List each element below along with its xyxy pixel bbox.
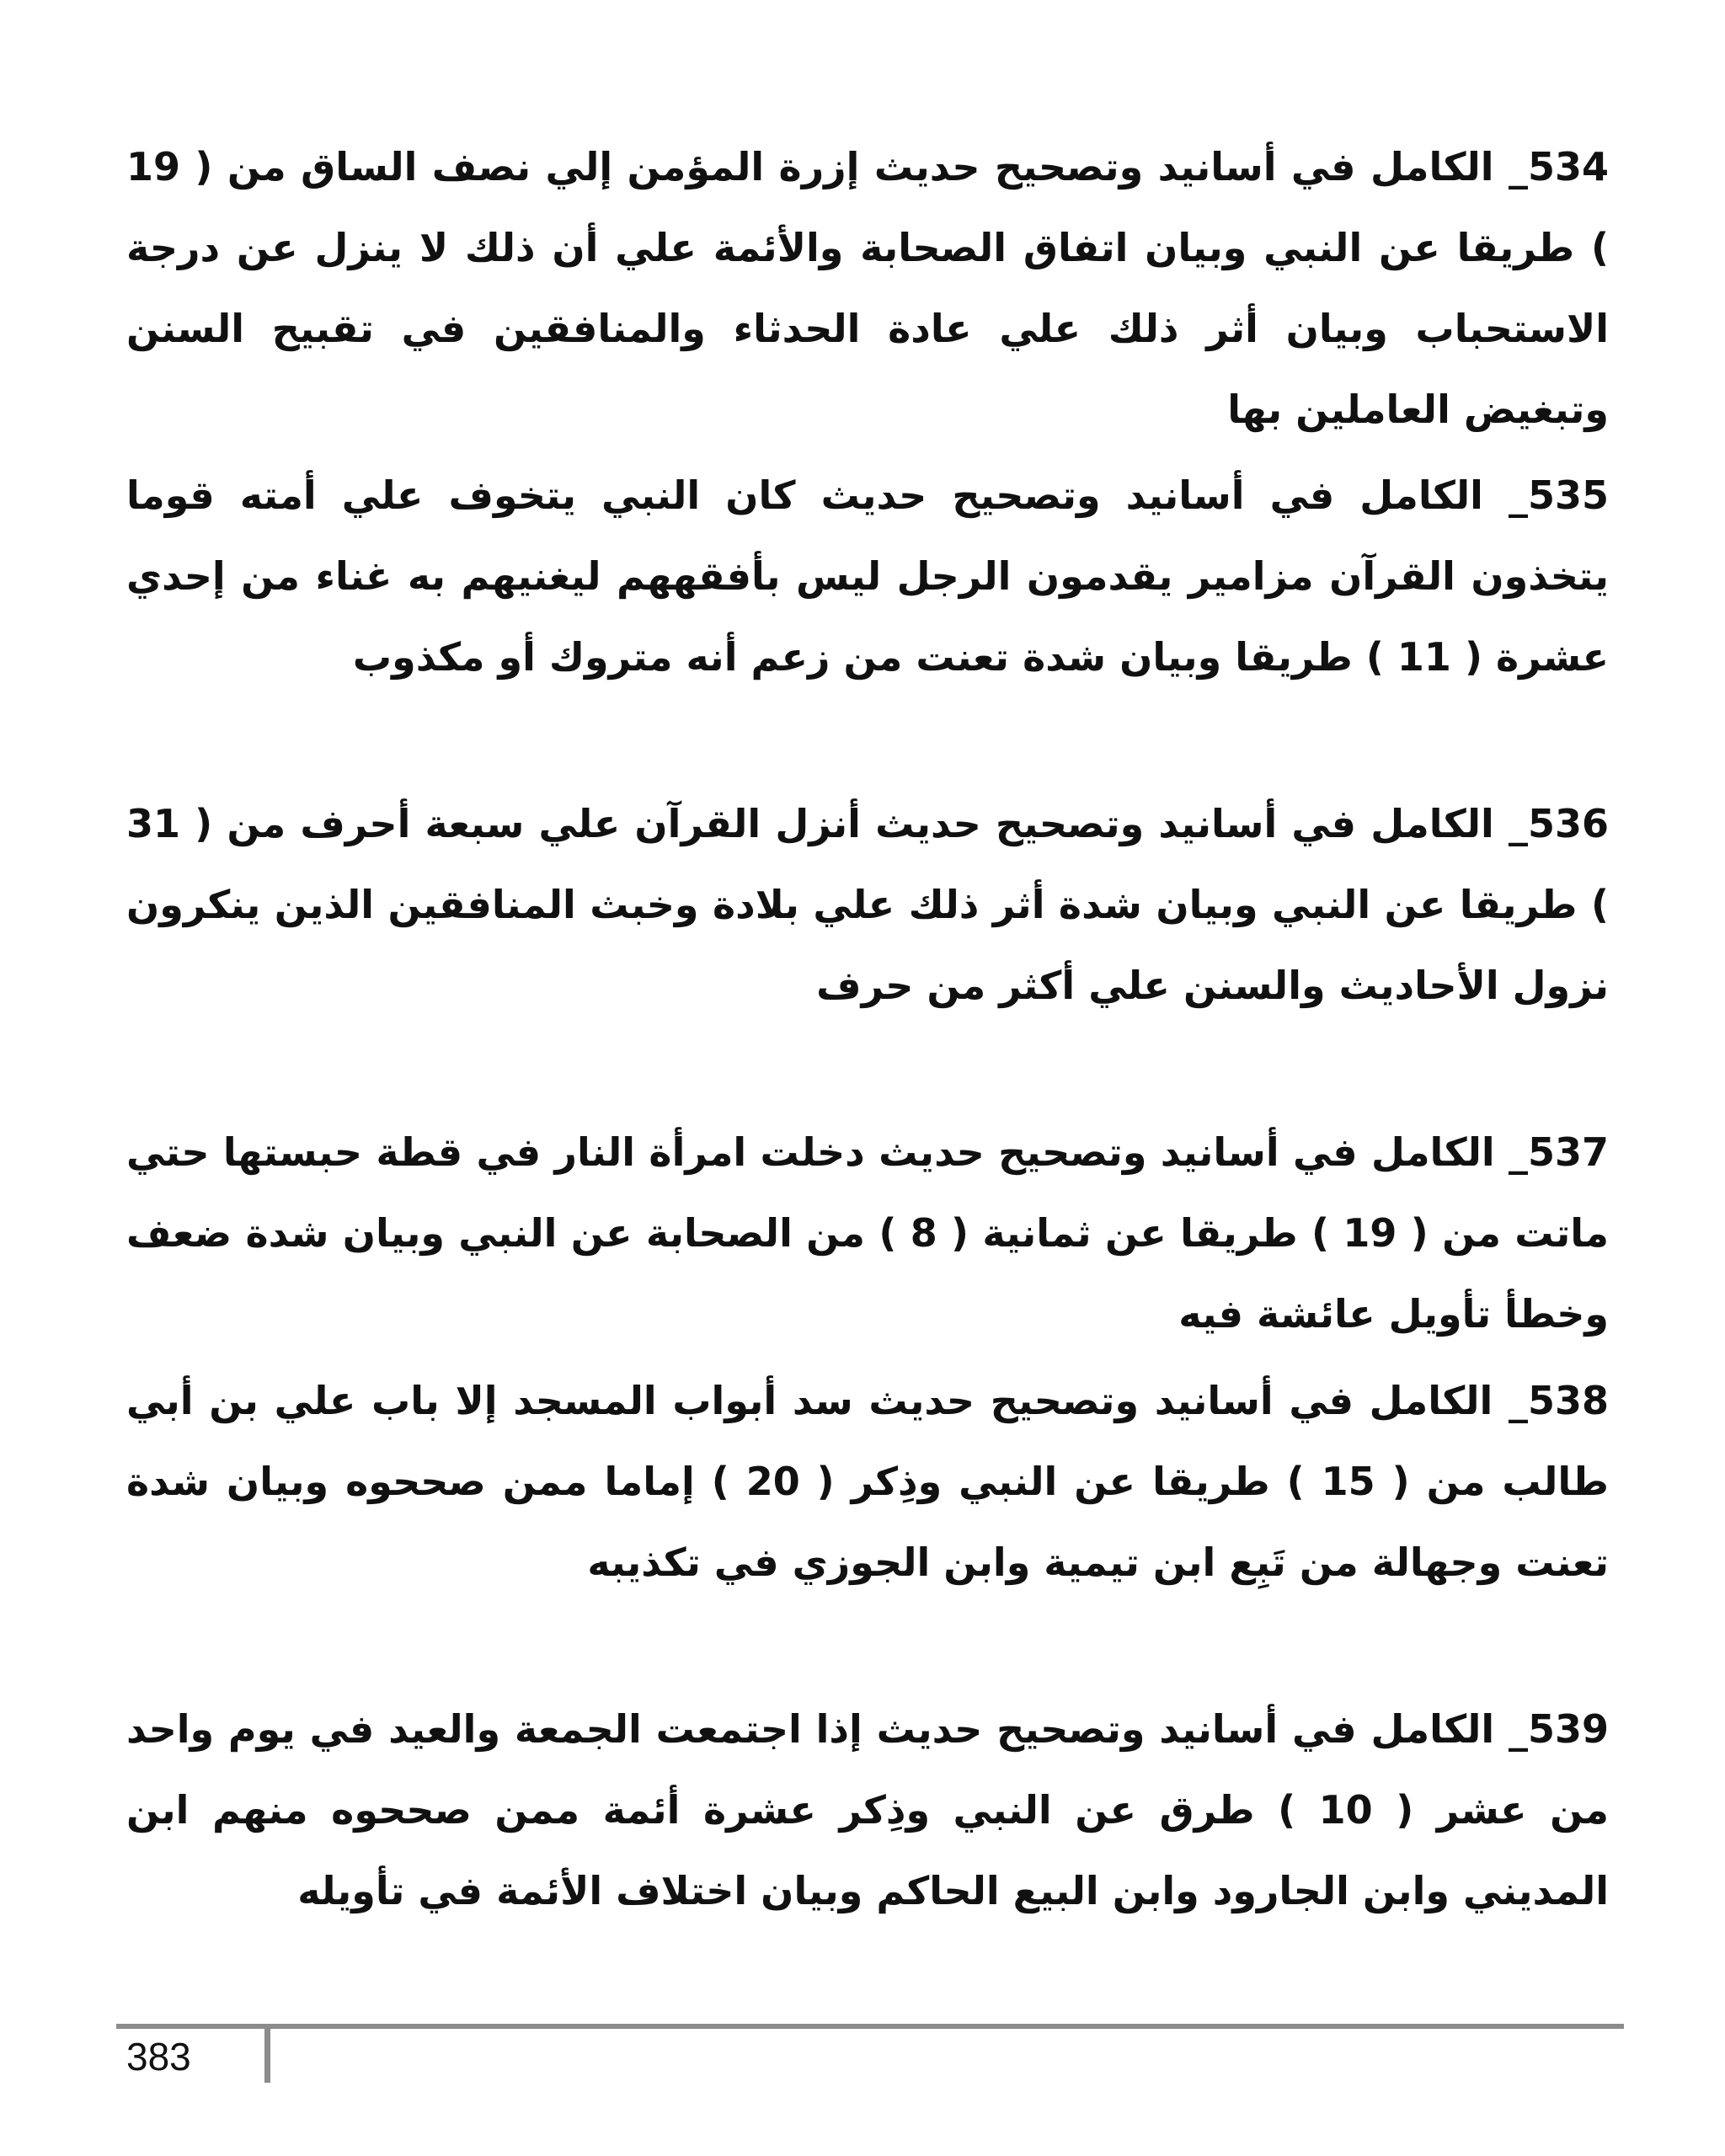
- entry-535: 535_ الكامل في أسانيد وتصحيح حديث كان النبي يتخوف علي أمته قوما يتخذون القرآن مزامير يقدمون الرجل ليس بأفقههم ليغنيهم به غناء من إحدي عشرة ( 11 ) طريقا وبيان شدة تعنت من زعم أنه متروك أو مكذوب: [126, 472, 1609, 680]
- footer-divider: [116, 2024, 1624, 2029]
- entry-539: 539_ الكامل في أسانيد وتصحيح حديث إذا اجتمعت الجمعة والعيد في يوم واحد من عشر ( 10 ) طرق عن النبي وذِكر عشرة أئمة ممن صححوه منهم ابن المديني وابن الجارود وابن البيع الحاكم وبيان اختلاف الأئمة في تأويله: [126, 1706, 1609, 1913]
- footer-tick-divider: [264, 2024, 270, 2083]
- entry-536: 536_ الكامل في أسانيد وتصحيح حديث أنزل القرآن علي سبعة أحرف من ( 31 ) طريقا عن النبي وبيان شدة أثر ذلك علي بلادة وخبث المنافقين الذين ينكرون نزول الأحاديث والسنن علي أكثر من حرف: [126, 801, 1609, 1008]
- page-number: 383: [126, 2035, 191, 2079]
- entry-537: 537_ الكامل في أسانيد وتصحيح حديث دخلت امرأة النار في قطة حبستها حتي ماتت من ( 19 ) طريقا عن ثمانية ( 8 ) من الصحابة عن النبي وبيان شدة ضعف وخطأ تأويل عائشة فيه: [126, 1129, 1609, 1337]
- entry-538: 538_ الكامل في أسانيد وتصحيح حديث سد أبواب المسجد إلا باب علي بن أبي طالب من ( 15 ) طريقا عن النبي وذِكر ( 20 ) إماما ممن صححوه وبيان شدة تعنت وجهالة من تَبِع ابن تيمية وابن الجوزي في تكذيبه: [126, 1378, 1609, 1585]
- entry-534: 534_ الكامل في أسانيد وتصحيح حديث إزرة المؤمن إلي نصف الساق من ( 19 ) طريقا عن النبي وبيان اتفاق الصحابة والأئمة علي أن ذلك لا ينزل عن درجة الاستحباب وبيان أثر ذلك علي عادة الحدثاء والمنافقين في تقبيح السنن وتبغيض العاملين بها: [126, 144, 1609, 432]
